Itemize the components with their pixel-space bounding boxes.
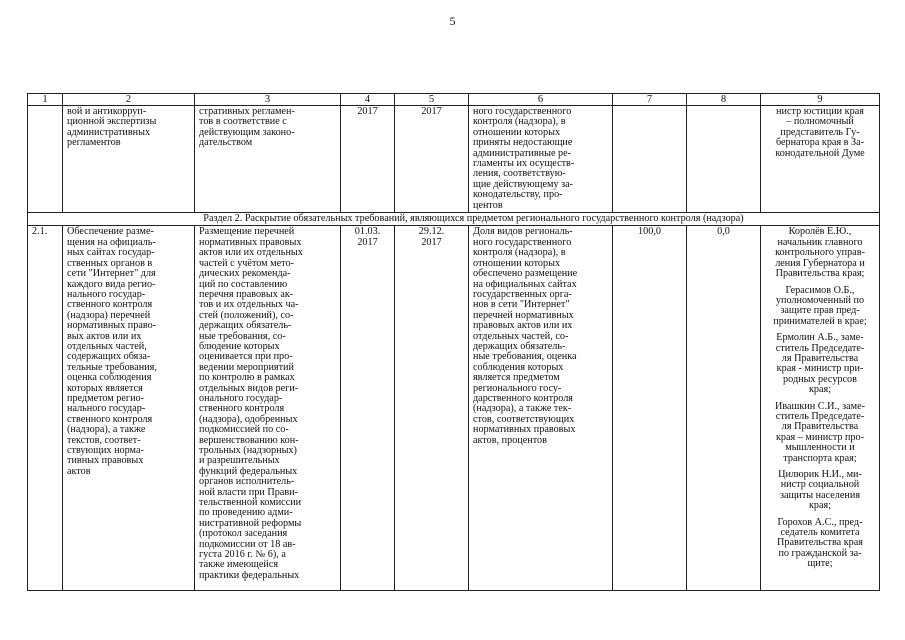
cell-measure-name — [63, 106, 195, 213]
text-line: Правительства края; — [775, 268, 865, 280]
text-line: административные ре- — [473, 147, 572, 159]
text-line: трольных (надзорных) — [199, 445, 297, 456]
text-line: конодательной Думе — [775, 147, 865, 159]
text-line: тельные требования, — [67, 361, 157, 373]
cell-value-8: 0,0 — [687, 226, 761, 591]
text-line: отношении которых — [473, 257, 561, 269]
responsible-person — [765, 333, 875, 395]
text-line: которых является — [67, 382, 143, 394]
text-line: края - министр при- — [776, 363, 864, 375]
text-line: Герасимов О.Б., — [785, 284, 855, 296]
text-line: Горохов А.С., пред- — [777, 516, 863, 528]
text-line: 2017 — [421, 236, 442, 248]
text-line: (надзора), одобренных — [199, 413, 298, 425]
text-line: онального государ- — [199, 392, 283, 404]
responsible-person — [765, 402, 875, 464]
text-line: ственного контроля — [67, 413, 153, 425]
text-line: перечня правовых ак- — [199, 288, 294, 300]
text-line: ций по составлению — [199, 278, 288, 290]
text-line: функций федеральных — [199, 465, 298, 477]
text-line: густа 2016 г. № 6), а — [199, 549, 286, 561]
text-line: предметом регио- — [67, 392, 145, 404]
text-line: содержащих обяза- — [67, 351, 151, 363]
cell-measure-content — [195, 226, 341, 591]
text-line: ведении мероприятий — [199, 361, 294, 373]
text-line: тов и их отдельных ча- — [199, 299, 299, 311]
text-line: государственных орга- — [473, 288, 572, 300]
text-line: – полномочный — [786, 116, 854, 128]
column-number: 3 — [195, 94, 341, 106]
text-line: тивных правовых — [67, 455, 144, 467]
text-line: ные требования, оценка — [473, 351, 577, 363]
text-line: нального государ- — [67, 288, 146, 300]
text-line: мышленности и — [785, 442, 855, 454]
text-line: ного государственного — [473, 236, 572, 248]
text-line: контроля (надзора), в — [473, 247, 566, 259]
text-line: Доля видов региональ- — [473, 226, 573, 238]
text-line: нистр социальной — [780, 479, 860, 491]
cell-start-date — [341, 226, 395, 591]
text-line: принимателей в крае; — [773, 315, 867, 327]
column-number: 7 — [613, 94, 687, 106]
text-line: действующим законо- — [199, 126, 295, 138]
text-line: ля Правительства — [781, 421, 859, 433]
text-line: ственного контроля — [199, 403, 285, 415]
column-number: 1 — [28, 94, 63, 106]
text-line: ственного контроля — [67, 299, 153, 311]
table-row — [28, 226, 880, 591]
text-line: ного государственного — [473, 106, 572, 117]
text-line: по гражданской за- — [778, 547, 862, 559]
text-line: подкомиссии от 18 ав- — [199, 538, 296, 550]
text-line: частей с учётом мето- — [199, 257, 294, 269]
text-line: также имеющейся — [199, 559, 279, 571]
continuation-row — [28, 106, 880, 213]
column-number: 8 — [687, 94, 761, 106]
text-line: Королёв Е.Ю., — [788, 226, 852, 238]
cell-num: 2.1. — [28, 226, 63, 591]
text-line: (надзора) перечней — [67, 309, 151, 321]
text-line: вых актов или их — [67, 330, 142, 342]
measures-table — [27, 93, 880, 591]
responsible-person — [765, 470, 875, 512]
text-line: нального государ- — [67, 403, 146, 415]
text-line: практики федеральных — [199, 569, 300, 581]
text-line: защите прав пред- — [780, 305, 860, 317]
text-line: тельственной комиссии — [199, 497, 302, 509]
text-line: (надзора), а также тек- — [473, 403, 572, 415]
text-line: ления Губернатора и — [775, 257, 865, 269]
text-line: конодательству, про- — [473, 189, 563, 201]
cell-responsible — [761, 226, 880, 591]
page-number: 5 — [449, 14, 456, 28]
text-line: ления, соответствую- — [473, 168, 566, 180]
text-line: нистр юстиции края — [776, 106, 864, 117]
text-line: ные требования, со- — [199, 330, 286, 342]
text-line: стов, соответствующих — [473, 413, 575, 425]
text-line: ствующих норма- — [67, 445, 144, 456]
text-line: края – министр про- — [775, 431, 864, 443]
text-line: нистративной реформы — [199, 517, 302, 529]
column-number: 4 — [341, 94, 395, 106]
text-line: дических рекоменда- — [199, 268, 291, 280]
text-line: текстов, соответ- — [67, 434, 141, 446]
column-number: 2 — [63, 94, 195, 106]
cell-value-7 — [613, 106, 687, 213]
text-line: (протокол заседания — [199, 528, 288, 540]
cell-value-8 — [687, 106, 761, 213]
text-line: оценка соблюдения — [67, 372, 152, 384]
text-line: органов исполнитель- — [199, 476, 295, 488]
text-line: контроля (надзора), в — [473, 116, 566, 128]
text-line: контрольного управ- — [775, 247, 865, 259]
text-line: отдельных видов реги- — [199, 382, 299, 394]
text-line: Ивашкин С.И., заме- — [774, 400, 866, 412]
text-line: и разрешительных — [199, 455, 280, 467]
text-line: ститель Председате- — [775, 342, 865, 354]
column-number: 5 — [395, 94, 469, 106]
text-line: регионального госу- — [473, 382, 562, 394]
text-line: административных — [67, 126, 151, 138]
text-line: приняты недостающие — [473, 137, 573, 149]
text-line: дарственного контроля — [473, 392, 573, 404]
text-line: ных сайтах государ- — [67, 247, 155, 259]
text-line: Размещение перечней — [199, 226, 295, 238]
text-line: нов в сети "Интернет" — [473, 299, 570, 311]
text-line: нормативных правовых — [199, 236, 302, 248]
responsible-person — [765, 227, 875, 279]
text-line: обеспечено размещение — [473, 268, 578, 280]
cell-value-7: 100,0 — [613, 226, 687, 591]
text-line: дательством — [199, 137, 253, 149]
text-line: актов — [67, 465, 91, 477]
text-line: блюдение которых — [199, 340, 280, 352]
text-line: стративных регламен- — [199, 106, 295, 117]
column-number: 6 — [469, 94, 613, 106]
text-line: Ермолин А.Б., заме- — [776, 332, 864, 344]
text-line: актов, процентов — [473, 434, 547, 446]
text-line: отношении которых — [473, 126, 561, 138]
text-line: начальник главного — [777, 236, 863, 248]
text-line: оценивается при про- — [199, 351, 293, 363]
cell-indicator — [469, 106, 613, 213]
text-line: перечней нормативных — [473, 309, 574, 321]
text-line: держащих обязатель- — [473, 340, 566, 352]
text-line: края; — [808, 384, 832, 396]
cell-measure-content — [195, 106, 341, 213]
text-line: 29.12. — [418, 226, 445, 238]
text-line: родных ресурсов — [783, 373, 857, 385]
text-line: ля Правительства — [781, 352, 859, 364]
text-line: отдельных частей, со- — [473, 330, 569, 342]
text-line: правовых актов или их — [473, 320, 573, 332]
text-line: Обеспечение разме- — [67, 226, 154, 238]
cell-num — [28, 106, 63, 213]
text-line: ститель Председате- — [775, 410, 865, 422]
text-line: держащих обязатель- — [199, 320, 292, 332]
text-line: подкомиссией по со- — [199, 424, 289, 436]
cell-start-date: 2017 — [341, 106, 395, 213]
text-line: щие действующему за- — [473, 178, 574, 190]
text-line: щения на официаль- — [67, 236, 156, 248]
text-line: 2017 — [357, 236, 378, 248]
text-line: каждого вида регио- — [67, 278, 156, 290]
text-line: сети "Интернет" для — [67, 268, 156, 280]
cell-indicator — [469, 226, 613, 591]
text-line: (надзора), а также — [67, 424, 146, 436]
section-row — [28, 213, 880, 226]
text-line: защиты населения — [779, 489, 861, 501]
text-line: представитель Гу- — [780, 126, 860, 138]
text-line: бернатора края в За- — [775, 137, 865, 149]
text-line: уполномоченный по — [775, 294, 865, 306]
text-line: ционной экспертизы — [67, 116, 157, 128]
text-line: нормативных правовых — [473, 424, 576, 436]
cell-responsible — [761, 106, 880, 213]
text-line: ственных органов в — [67, 257, 153, 269]
section-title: Раздел 2. Раскрытие обязательных требований, являющихся предметом регионального государственного контроля (надзора) — [203, 213, 744, 225]
text-line: является предметом — [473, 372, 560, 384]
text-line: центов — [473, 199, 503, 211]
text-line: тов в соответствие с — [199, 116, 287, 128]
text-line: нормативных право- — [67, 320, 157, 332]
text-line: стей (положений), со- — [199, 309, 294, 321]
text-line: отдельных частей, — [67, 340, 147, 352]
text-line: актов или их отдельных — [199, 247, 303, 259]
text-line: Цилюрик Н.И., ми- — [778, 469, 862, 480]
text-line: по контролю в рамках — [199, 372, 295, 384]
text-line: транспорта края; — [783, 452, 857, 464]
text-line: Правительства края — [777, 537, 863, 549]
cell-end-date — [395, 226, 469, 591]
text-line: регламентов — [67, 137, 121, 149]
text-line: вершенствованию кон- — [199, 434, 299, 446]
text-line: края; — [808, 500, 832, 512]
text-line: по проведению адми- — [199, 507, 293, 519]
text-line: седатель комитета — [780, 527, 860, 539]
text-line: соблюдения которых — [473, 361, 564, 373]
cell-measure-name — [63, 226, 195, 591]
text-line: гламенты их осуществ- — [473, 158, 575, 170]
responsible-person — [765, 518, 875, 570]
text-line: 01.03. — [354, 226, 381, 238]
text-line: вой и антикорруп- — [67, 106, 147, 117]
column-number-row — [28, 94, 880, 106]
text-line: щите; — [807, 558, 833, 570]
text-line: ной власти при Прави- — [199, 486, 298, 498]
cell-end-date: 2017 — [395, 106, 469, 213]
responsible-person — [765, 286, 875, 328]
column-number: 9 — [761, 94, 880, 106]
text-line: на официальных сайтах — [473, 278, 577, 290]
